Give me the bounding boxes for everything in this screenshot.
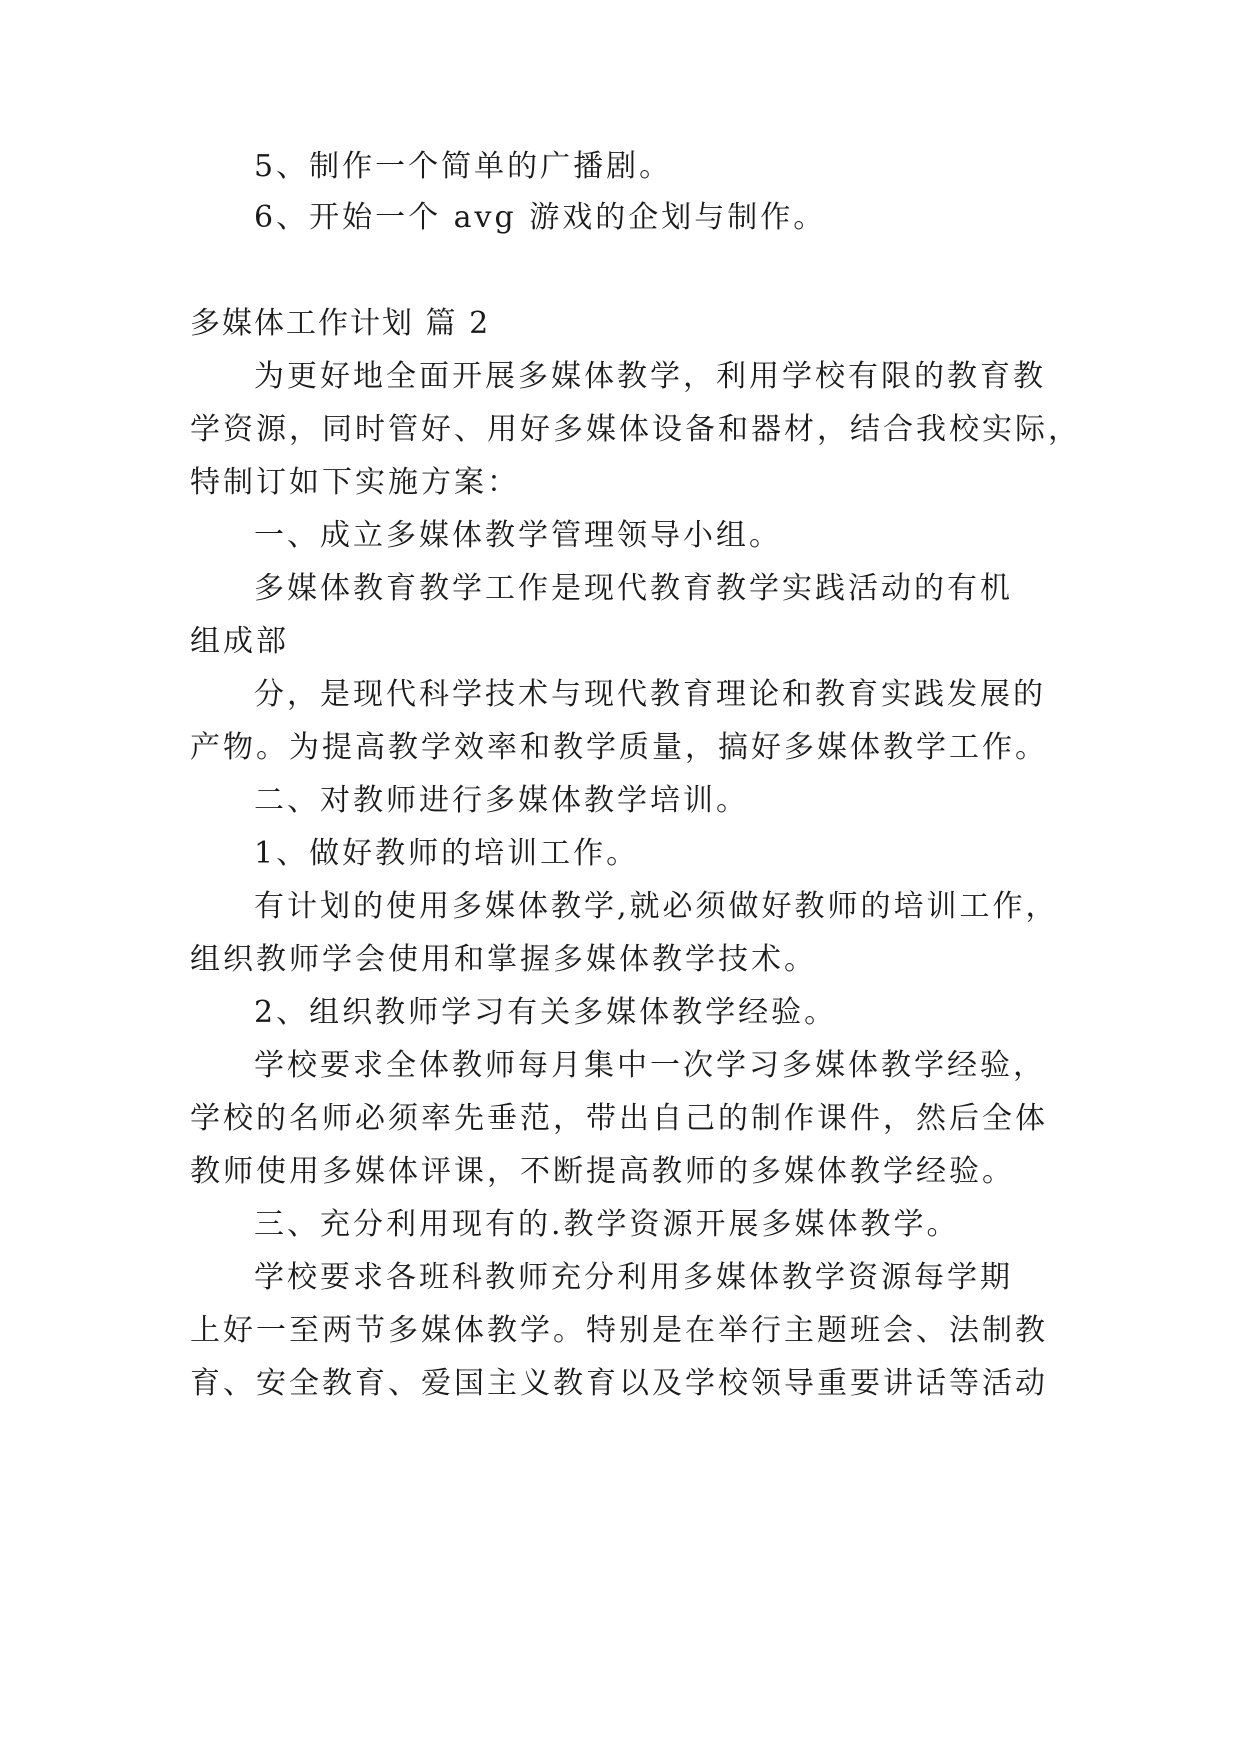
paragraph-line: 多媒体教育教学工作是现代教育教学实践活动的有机 [254, 571, 1013, 606]
paragraph-line: 上好一至两节多媒体教学。特别是在举行主题班会、法制教 [190, 1313, 1048, 1348]
list-item: 5、制作一个简单的广播剧。 [254, 149, 673, 184]
paragraph-line: 育、安全教育、爱国主义教育以及学校领导重要讲话等活动 [190, 1366, 1048, 1401]
paragraph-line: 学资源，同时管好、用好多媒体设备和器材，结合我校实际， [190, 412, 1081, 447]
paragraph-line: 学校要求各班科教师充分利用多媒体教学资源每学期 [254, 1260, 1013, 1295]
subheading: 三、充分利用现有的.教学资源开展多媒体教学。 [254, 1207, 960, 1242]
paragraph-line: 产物。为提高教学效率和教学质量，搞好多媒体教学工作。 [190, 730, 1048, 765]
section-heading: 多媒体工作计划 篇 2 [190, 306, 491, 341]
paragraph-line: 教师使用多媒体评课，不断提高教师的多媒体教学经验。 [190, 1154, 1015, 1189]
paragraph-line: 学校要求全体教师每月集中一次学习多媒体教学经验， [254, 1048, 1046, 1083]
list-item: 6、开始一个 avg 游戏的企划与制作。 [254, 200, 827, 235]
paragraph-line: 组成部 [190, 624, 289, 659]
paragraph-line: 组织教师学会使用和掌握多媒体教学技术。 [190, 942, 817, 977]
paragraph-line: 特制订如下实施方案： [190, 465, 520, 500]
list-item: 1、做好教师的培训工作。 [254, 836, 640, 871]
subheading: 一、成立多媒体教学管理领导小组。 [254, 518, 782, 553]
paragraph-line: 为更好地全面开展多媒体教学，利用学校有限的教育教 [254, 359, 1046, 394]
subheading: 二、对教师进行多媒体教学培训。 [254, 783, 749, 818]
paragraph-line: 学校的名师必须率先垂范，带出自己的制作课件，然后全体 [190, 1101, 1048, 1136]
paragraph-line: 有计划的使用多媒体教学,就必须做好教师的培训工作， [254, 889, 1059, 924]
paragraph-line: 分，是现代科学技术与现代教育理论和教育实践发展的 [254, 677, 1046, 712]
list-item: 2、组织教师学习有关多媒体教学经验。 [254, 995, 838, 1030]
